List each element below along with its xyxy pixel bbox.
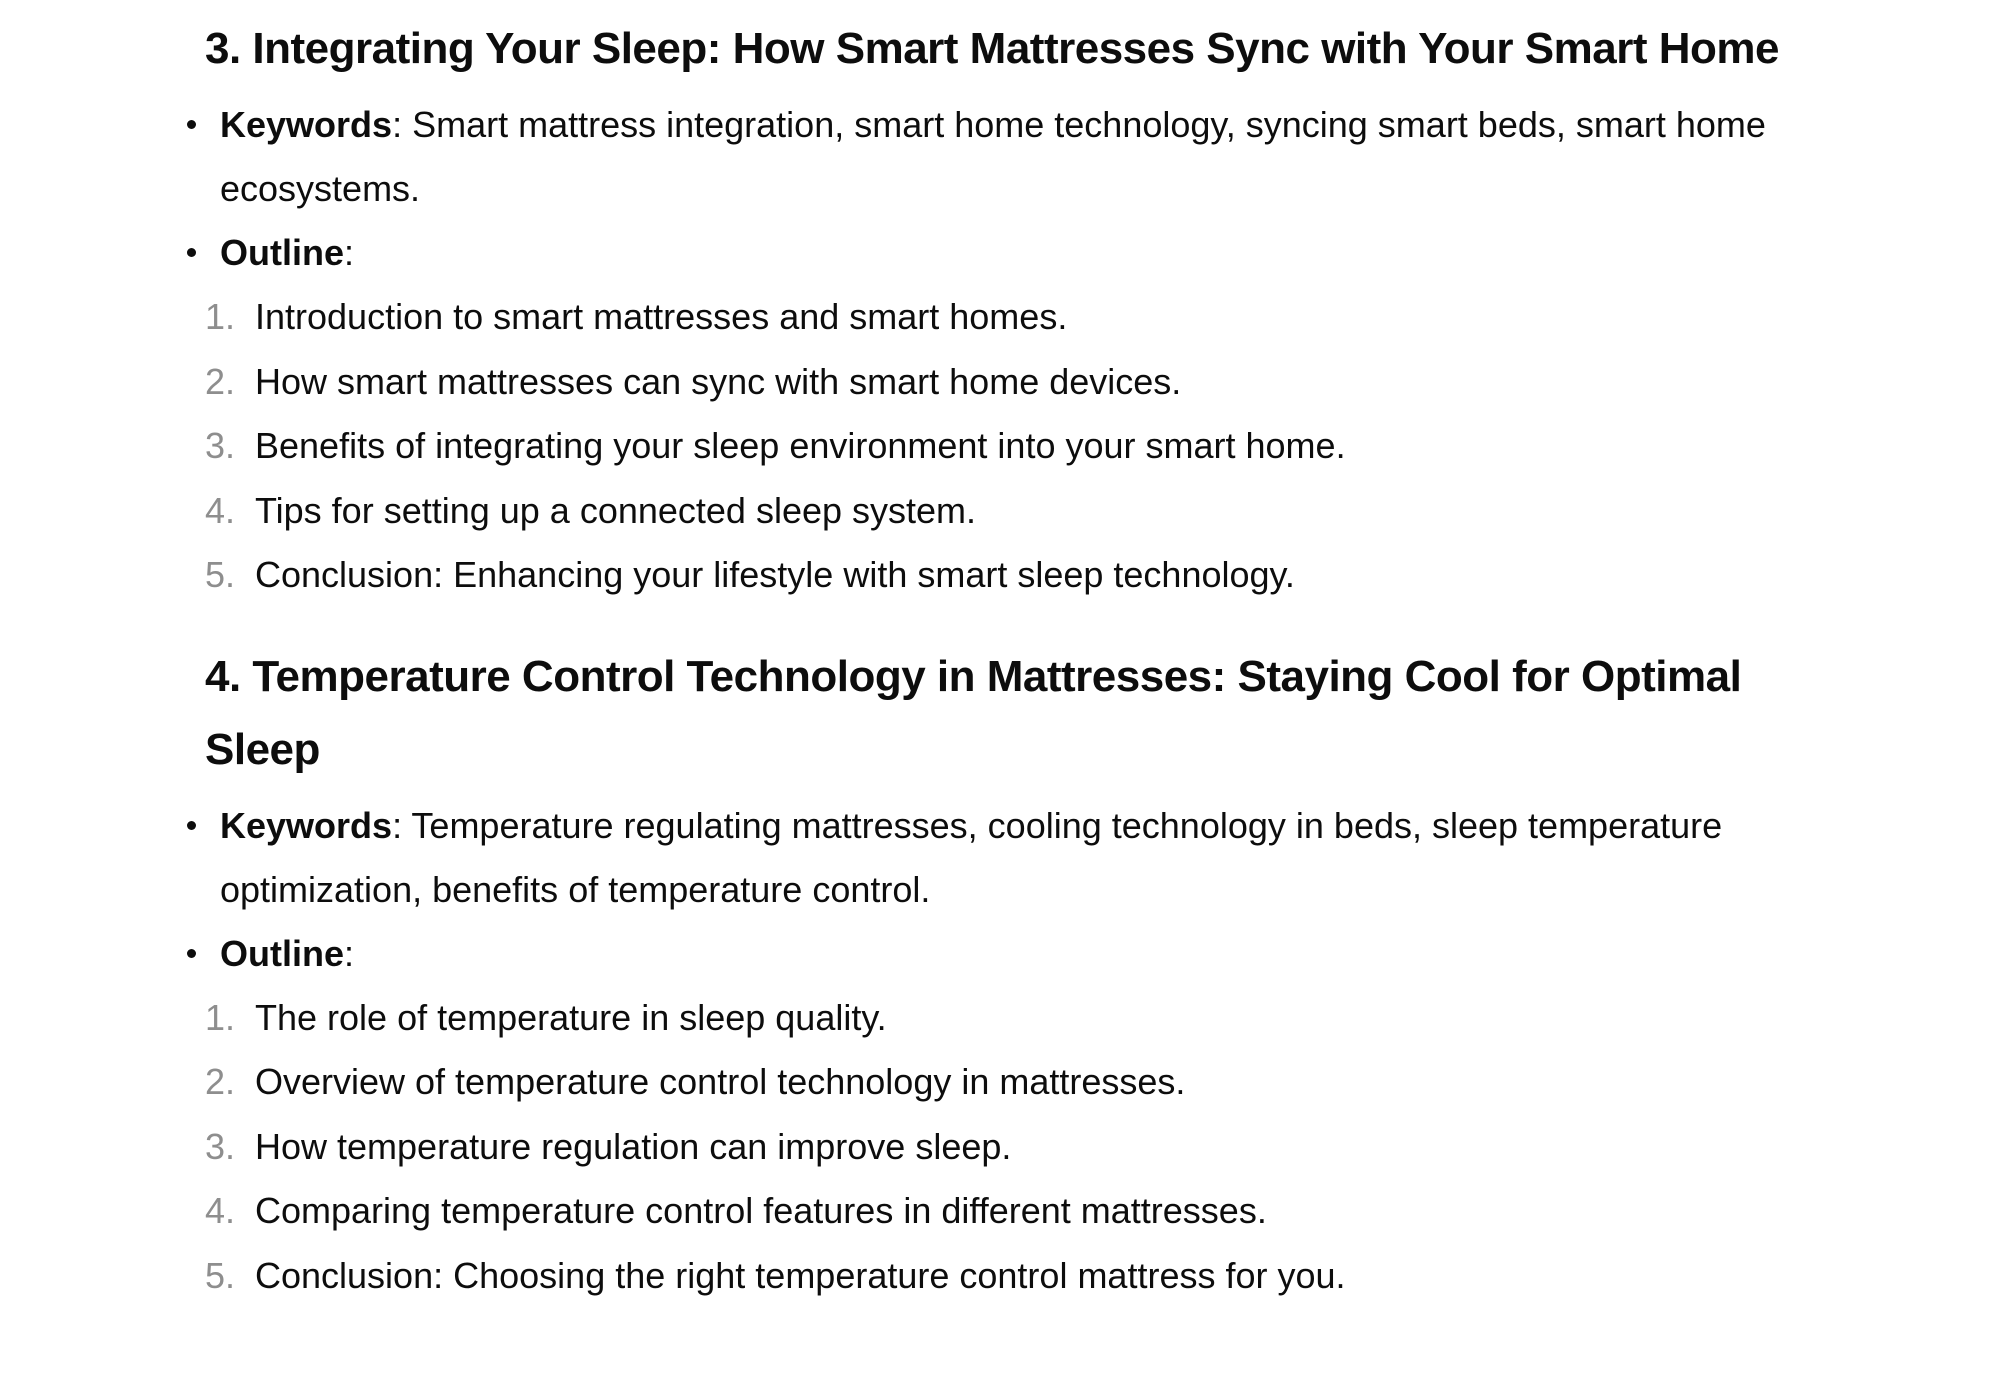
bullet-dot-icon [187, 949, 196, 958]
keywords-label: Keywords [220, 104, 393, 145]
keywords-text: : Temperature regulating mattresses, cooling technology in beds, sleep temperature optimization, benefits of temperature control. [220, 804, 1723, 910]
outline-colon: : [344, 232, 355, 273]
outline-item-text: The role of temperature in sleep quality. [255, 996, 887, 1038]
outline-colon: : [344, 932, 355, 974]
outline-bullet [205, 922, 1825, 986]
section-heading: 4. Temperature Control Technology in Mattresses: Staying Cool for Optimal Sleep [205, 651, 1742, 774]
outline-list [205, 986, 1825, 1309]
outline-item-number: 2. [205, 360, 236, 402]
section-temperature-control [205, 640, 1825, 1309]
outline-item-text: Conclusion: Choosing the right temperature control mattress for you. [255, 1254, 1346, 1296]
outline-item [205, 479, 1825, 544]
outline-item-text: Conclusion: Enhancing your lifestyle with smart sleep technology. [255, 554, 1295, 595]
outline-item [205, 1115, 1825, 1180]
outline-item [205, 986, 1825, 1051]
outline-item [205, 350, 1825, 415]
outline-list [205, 285, 1825, 608]
keywords-text: : Smart mattress integration, smart home technology, syncing smart beds, smart home ecosystems. [220, 104, 1766, 209]
outline-item-number: 1. [205, 996, 236, 1038]
outline-item [205, 285, 1825, 350]
outline-item-text: Introduction to smart mattresses and smart homes. [255, 296, 1068, 337]
outline-item-number: 1. [205, 296, 236, 337]
outline-item [205, 1244, 1825, 1309]
outline-item-number: 3. [205, 425, 236, 466]
outline-item [205, 543, 1825, 608]
keywords-label: Keywords [220, 804, 393, 846]
outline-item [205, 1050, 1825, 1115]
outline-item [205, 414, 1825, 479]
outline-item-text: How temperature regulation can improve sleep. [255, 1125, 1012, 1167]
keywords-bullet [205, 794, 1825, 922]
outline-item [205, 1179, 1825, 1244]
section-bullets [205, 93, 1825, 285]
outline-item-number: 5. [205, 554, 236, 595]
outline-item-number: 3. [205, 1125, 236, 1167]
document-content [205, 0, 1825, 1308]
outline-label: Outline [220, 932, 344, 974]
outline-bullet [205, 221, 1825, 285]
outline-item-text: Tips for setting up a connected sleep system. [255, 489, 977, 531]
outline-item-text: Comparing temperature control features in different mattresses. [255, 1190, 1267, 1231]
bullet-dot-icon [187, 248, 196, 257]
outline-item-number: 5. [205, 1254, 236, 1296]
bullet-dot-icon [187, 120, 196, 129]
outline-item-text: Overview of temperature control technology in mattresses. [255, 1061, 1186, 1102]
section-bullets [205, 794, 1825, 986]
outline-item-number: 4. [205, 1190, 236, 1231]
bullet-dot-icon [187, 821, 196, 830]
outline-item-number: 2. [205, 1061, 236, 1102]
section-smart-home-integration [205, 12, 1825, 608]
section-heading: 3. Integrating Your Sleep: How Smart Mattresses Sync with Your Smart Home [205, 24, 1779, 73]
outline-item-number: 4. [205, 489, 236, 531]
outline-item-text: How smart mattresses can sync with smart home devices. [255, 360, 1182, 402]
outline-item-text: Benefits of integrating your sleep environment into your smart home. [255, 425, 1346, 466]
keywords-bullet [205, 93, 1825, 221]
outline-label: Outline [220, 232, 344, 273]
